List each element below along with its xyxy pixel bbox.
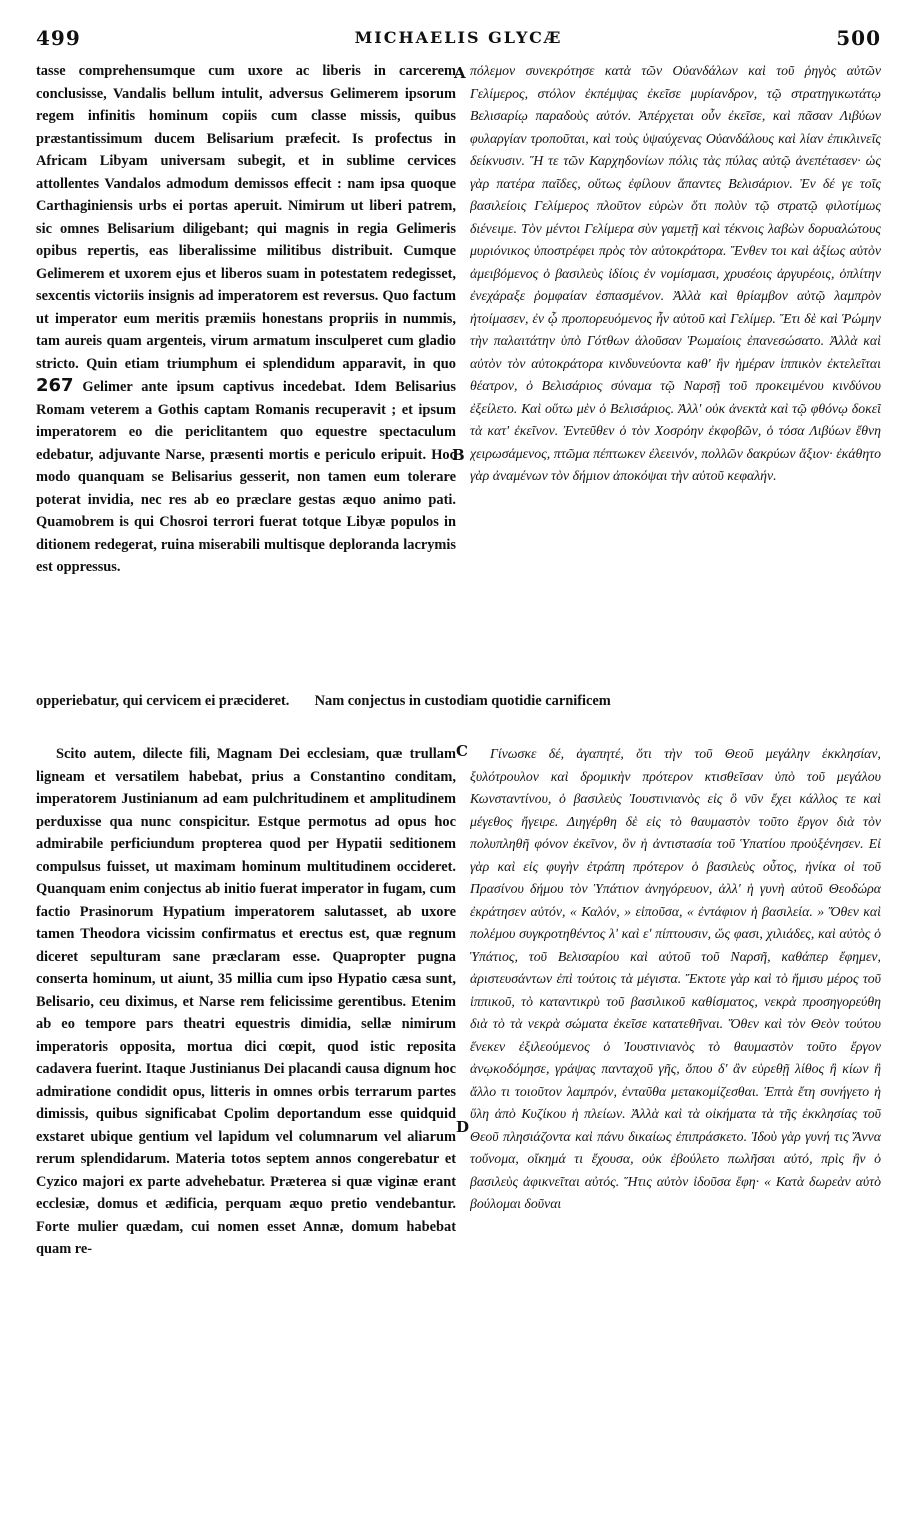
bridge-latin-tail: opperiebatur, qui cervicem ei præcideret. — [36, 693, 290, 709]
greek-paragraph-2: Γίνωσκε δέ, ἀγαπητέ, ὅτι τὴν τοῦ Θεοῦ μεγάλην ἐκκλησίαν, ξυλότρουλον καὶ δρομικὴν πρότερον κτισθεῖσαν ὑπὸ τοῦ μεγάλου Κωνσταντίνου, ὁ βασιλεὺς Ἰουστινιανὸς εἰς ὃ νῦν ἔχει κάλλος τε καὶ μέγεθος ἤγειρε. Διηγέρθη δὲ εἰς τὸ θαυμαστὸν τοῦτο ἔργον διὰ τὸν πολυπληθῆ φόνον ἐκεῖνον, ὃν ἡ ἀντιστασία τοῦ Ὑπατίου προὐξένησεν. Εἰ γὰρ καὶ εἰς φυγὴν ἐτράπη πρότερον ὁ βασιλεὺς οὗτος, ἡνίκα οἱ τοῦ Πρασίνου δήμου τὸν Ὑπάτιον ἀνηγόρευον, ἀλλ' ἡ γυνὴ αὐτοῦ Θεοδώρα ἐκράτησεν αὐτόν, « Καλόν, » εἰποῦσα, « ἐντάφιον ἡ βασιλεία. » Ὅθεν καὶ πολέμου συγκροτηθέντος λʹ καὶ εʹ πίπτουσιν, ὥς φασι, χιλιάδες, καὶ αὐτὸς ὁ Ὑπάτιος, τοῦ Βελισαρίου καὶ αὐτοῦ τοῦ Ναρσῆ, καθάπερ ἔφημεν, ἀριστευσάντων ἐπὶ τούτοις τὰ μέγιστα. Ἔκτοτε γὰρ καὶ τὸ ἥμισυ μέρος τοῦ ἱππικοῦ, τὸ καταντικρὺ τοῦ βασιλικοῦ καθίσματος, νεκρὰ προσηγορεύθη διὰ τὸ τὰ νεκρὰ σώματα ἐκεῖσε κατατεθῆναι. Ὅθεν καὶ τὸν Θεὸν τούτου ἕνεκεν ἐξιλεούμενος ὁ Ἰουστινιανὸς τὸ θαυμαστὸν τοῦτο ἔργον ἀνῳκοδόμησε, γράψας πανταχοῦ γῆς, ὅπου δ' ἂν εὑρεθῇ λίθος ἢ κίων ἢ ἄλλο τι τοιοῦτον λαμπρόν, ἐνταῦθα μετακομίζεσθαι. Ἑπτὰ ἔτη συνήγετο ἡ ὕλη ἀπὸ Κυζίκου ἡ πλείων. Ἀλλὰ καὶ τὰ οἰκήματα τὰ τῆς ἐκκλησίας τοῦ Θεοῦ πλησιάζοντα καὶ πάνυ δικαίως ἐπιπράσκετο. Ἰδοὺ γὰρ γυνή τις Ἄννα τοὔνομα, οἴκημά τι ἔχουσα, οὐκ ἐβούλετο πωλῆσαι αὐτό, πρὶς ἢν ὁ βασιλεὺς ἀφικνεῖται αὐτός. Ἥτις αὐτὸν ἰδοῦσα ἔφη· « Κατὰ δωρεὰν αὐτὸ βούλομαι δοῦναι — [470, 746, 881, 1211]
latin-column-upper — [36, 60, 456, 690]
greek-column-upper — [470, 60, 881, 690]
latin-text-before-ref: tasse comprehensumque cum uxore ac liberis in carcerem conclusisse, Vandalis bellum intulit, adversus Gelimerem ipsorum regem infinitis hominum copiis cum classe missis, quibus præstantissimum ducem Belisarium præfecit. Is profectus in Africam Libyam universam subegit, et in sublime cervices attollentes Vandalos admodum demissos effecit : nam ipsa quoque Carthaginiensis urbs ei portas aperuit. Nimirum ut liberi patrem, sic omnes Belisarium diligebant; qui magnis in regia Gelimeris opibus repertis, eas liberalissime militibus distribuit. Cumque Gelimerem et uxorem ejus et liberos suam in potestatem redegisset, sexcentis victoriis insignis ad imperatorem est reversus. Quo factum ut imperator eum meritis præmiis honestans propriis in nummis, tam aureis quam argenteis, virum armatum insculperet cum gladio stricto. Quin etiam triumphum ei splendidum apparavit, in quo — [36, 63, 456, 372]
margin-marker-c: C — [456, 742, 468, 760]
greek-paragraph-1: πόλεμον συνεκρότησε κατὰ τῶν Οὐανδάλων καὶ τοῦ ῥηγὸς αὐτῶν Γελίμερος, στόλον ἐκπέμψας ἐκεῖσε μυρίανδρον, τῷ στρατηγικωτάτῳ Βελισαρίῳ παραδοὺς αὐτόν. Ἀπέρχεται οὖν ἐκεῖσε, καὶ πᾶσαν Λιβύων φυλαργίαν τροποῦται, καὶ τοὺς ὑψαύχενας Οὐανδάλους καὶ λίαν ἐπικλινεῖς δείκνυσιν. Ἥ τε τῶν Καρχηδονίων πόλις τὰς πύλας αὐτῷ ἀνεπέτασεν· ὡς γὰρ πατέρα παῖδες, οὕτως ἐφίλουν ἅπαντες Βελισάριον. Ἐν δέ γε τοῖς βασιλείοις Γελίμερος πλοῦτον εὑρὼν ὅτι πολὺν τῷ στρατῷ φιλοτίμως διένειμε. Τὸν μέντοι Γελίμερα σὺν γαμετῇ καὶ τέκνοις λαβὼν δορυαλώτους μυριόνικος ὑποστρέφει πρὸς τὸν αὐτοκράτορα. Ἔνθεν τοι καὶ ἀξίως αὐτὸν ἀμειβόμενος ὁ βασιλεὺς ἰδίοις ἐν νομίσμασι, χρυσέοις ἀργυρέοις, ὁπλίτην ἐνεχάραξε ῥομφαίαν ἐσπασμένον. Ἀλλὰ καὶ θρίαμβον αὐτῷ λαμπρὸν ἠτοίμασεν, ἐν ᾧ προπορευόμενος ἦν αὐτοῦ καὶ Γελίμερ. Ἔτι δὲ καὶ Ῥώμην τὴν παλαιτάτην ὑπὸ Γότθων ἁλοῦσαν Ῥωμαίοις ἐπανεσώσατο. Ἀλλὰ καὶ αὐτὸν τὸν αὐτοκράτορα κινδυνεύοντα καθ' ἣν ἡμέραν ἱππικὸν ἐκτελεῖται θέατρον, ὁ Βελισάριος σύναμα τῷ Ναρσῇ τοῦ προκειμένου κινδύνου ἐξείλετο. Καὶ οὕτω μὲν ὁ Βελισάριος. Ἀλλ' οὐκ ἀνεκτὰ καὶ τῷ φθόνῳ δοκεῖ τὰ κατ' ἐκεῖνον. Ἐντεῦθεν ὁ τὸν Χοσρόην ἐκφοβῶν, ὁ τόσα Λιβύων ἔθνη χειρωσάμενος, πτῶμα πέπτωκεν ἐλεεινόν, πολλῶν δακρύων ἄξιον· ἐκάθητο γὰρ ἀναμένων τὸν δήμιον ἀποκόψαι τὴν αὐτοῦ κεφαλήν. — [470, 63, 881, 483]
latin-column-lower — [36, 743, 456, 1513]
running-title: MICHAELIS GLYCÆ — [354, 28, 563, 47]
bridging-line — [36, 690, 881, 713]
greek-column-lower — [470, 743, 881, 1513]
margin-marker-d: D — [456, 1118, 470, 1136]
reference-number: 267 — [36, 375, 74, 396]
bridge-cross-text: Nam conjectus in custodiam quotidie carnificem — [314, 693, 611, 709]
left-page-number: 499 — [36, 26, 81, 50]
latin-paragraph-1 — [36, 60, 456, 579]
margin-marker-b: B — [452, 446, 465, 464]
right-page-number: 500 — [836, 26, 881, 50]
margin-marker-a: A — [454, 64, 466, 82]
latin-paragraph-2: Scito autem, dilecte fili, Magnam Dei ecclesiam, quæ trullam ligneam et versatilem habebat, prius a Constantino conditam, imperatorem Justinianum ad eam pulchritudinem et amplitudinem perduxisse qua nunc conspicitur. Estque permotus ad opus hoc admirabile perficiundum propterea quod per Hypatii seditionem compulsus fuisset, ut maximam hominum multitudinem occideret. Quanquam enim conjectus ab initio fuerat imperator in fugam, cum factio Prasinorum Hypatium imperatorem salutasset, ab uxore tamen Theodora vicissim confirmatus et erectus est, quæ regnum diceret sepulturam sane præclaram esse. Quapropter pugna conserta hominum, ut aiunt, 35 millia cum ipso Hypatio cæsa sunt, Belisario, ceu diximus, et Narse rem felicissime gerentibus. Etenim ab eo tempore pars theatri equestris dimidia, sellæ nimirum imperatoris opposita, mortua dici cœpit, quod istic reposita cadavera fuerint. Itaque Justinianus Dei placandi causa dignum hoc admiratione condidit opus, litteris in omnes orbis terrarum partes dimissis, quibus significabat Cpolim deportandum esse quidquid exstaret ubique gentium vel lapidum vel columnarum vel aliarum rerum splendidarum. Materia totos septem annos congerebatur et Cyzico majori ex parte advehebatur. Præterea si quæ viginæ erant ecclesiæ, domus et ædificia, perquam æquo pretio vendebantur. Forte mulier quædam, cui nomen esset Annæ, domum habebat quam re- — [36, 746, 456, 1257]
latin-text-after-ref: Gelimer ante ipsum captivus incedebat. Idem Belisarius Romam veterem a Gothis captam Romanis recuperavit ; et ipsum imperatorem eo die periclitantem quo equestre spectaculum edebatur, adjuvante Narse, præsenti mortis e periculo eripuit. Hoc modo quanquam se Belisarius gesserit, non tamen eum tolerare poterat invidia, nec res ab eo præclare gestas æquo animo pati. Quamobrem is qui Chosroi terrori fuerat totque Libyæ populos in ditionem redegerat, ruina miserabili multisque deploranda lacrymis est oppressus. — [36, 379, 456, 575]
page-header — [36, 26, 881, 56]
